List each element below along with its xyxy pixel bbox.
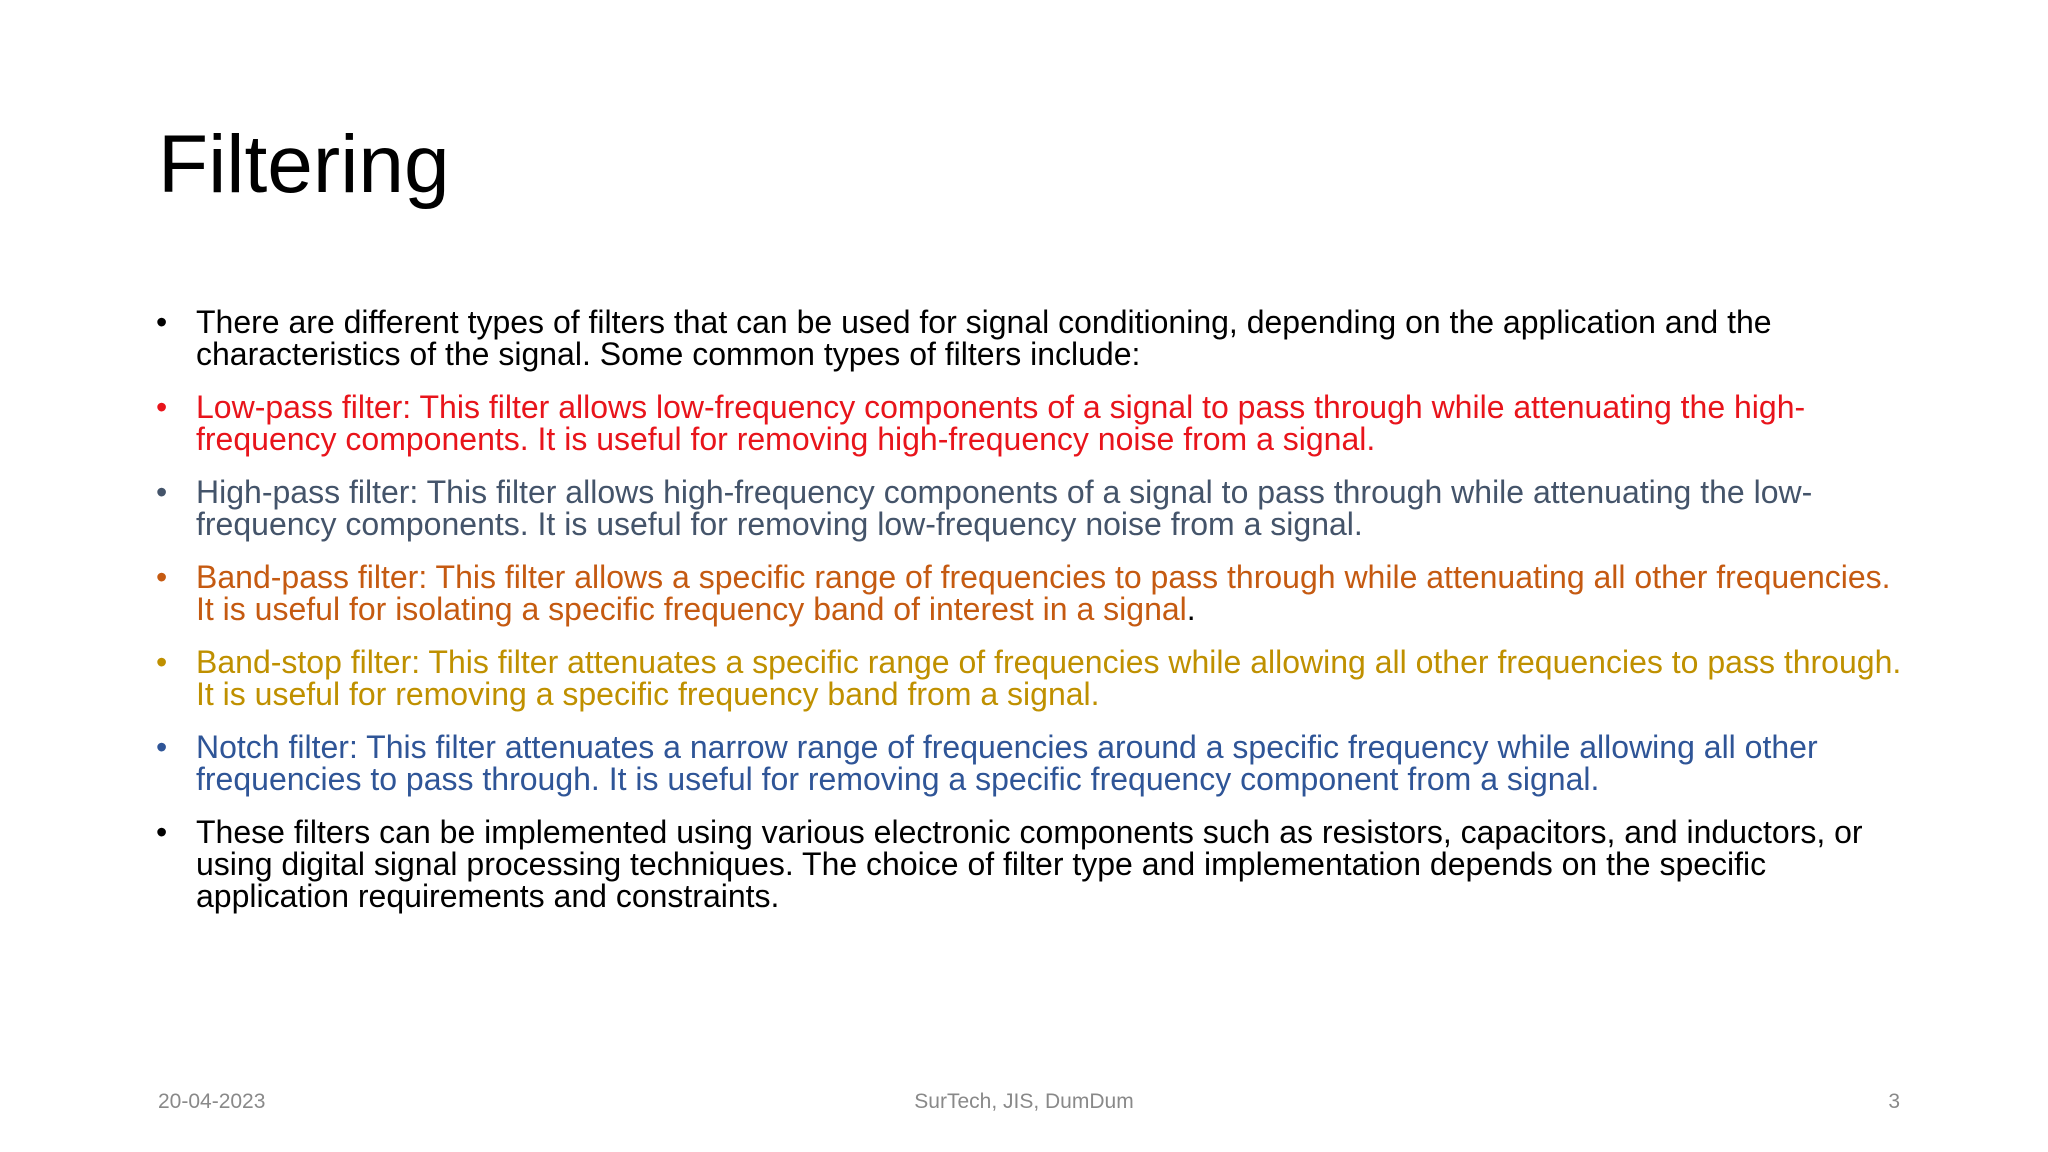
footer-date: 20-04-2023 <box>158 1090 266 1113</box>
bullet-dot: • <box>156 474 168 510</box>
bullet-dot: • <box>156 559 168 595</box>
footer-center-text: SurTech, JIS, DumDum <box>914 1090 1134 1113</box>
bullet-text: High-pass filter: This filter allows high-frequency components of a signal to pass through while attenuating the low-frequency components. It is useful for removing low-frequency noise from a signal. <box>196 474 1813 542</box>
bullet-list <box>156 306 1916 933</box>
slide-title: Filtering <box>158 119 450 210</box>
bullet-implementation <box>156 816 1916 912</box>
bullet-high-pass <box>156 476 1916 540</box>
bullet-dot: • <box>156 814 168 850</box>
bullet-text: There are different types of filters that can be used for signal conditioning, depending on the application and the characteristics of the signal. Some common types of filters include: <box>196 304 1772 372</box>
bullet-dot: • <box>156 304 168 340</box>
bullet-low-pass <box>156 391 1916 455</box>
footer-page-number: 3 <box>1888 1090 1900 1113</box>
bullet-trailing-period: . <box>1186 591 1196 627</box>
bullet-text: Band-pass filter: This filter allows a specific range of frequencies to pass through while attenuating all other frequencies. It is useful for isolating a specific frequency band of interest in a signal <box>196 559 1891 627</box>
bullet-intro <box>156 306 1916 370</box>
bullet-text: Low-pass filter: This filter allows low-frequency components of a signal to pass through while attenuating the high-frequency components. It is useful for removing high-frequency noise from a signal. <box>196 389 1806 457</box>
bullet-band-stop <box>156 646 1916 710</box>
bullet-notch <box>156 731 1916 795</box>
bullet-text: Band-stop filter: This filter attenuates a specific range of frequencies while allowing all other frequencies to pass through. It is useful for removing a specific frequency band from a signal. <box>196 644 1902 712</box>
bullet-band-pass <box>156 561 1916 625</box>
bullet-dot: • <box>156 389 168 425</box>
bullet-dot: • <box>156 644 168 680</box>
bullet-text: Notch filter: This filter attenuates a narrow range of frequencies around a specific frequency while allowing all other frequencies to pass through. It is useful for removing a specific frequency component from a signal. <box>196 729 1818 797</box>
bullet-text: These filters can be implemented using various electronic components such as resistors, capacitors, and inductors, or using digital signal processing techniques. The choice of filter type and implementation depends on the specific application requirements and constraints. <box>196 814 1863 914</box>
bullet-dot: • <box>156 729 168 765</box>
